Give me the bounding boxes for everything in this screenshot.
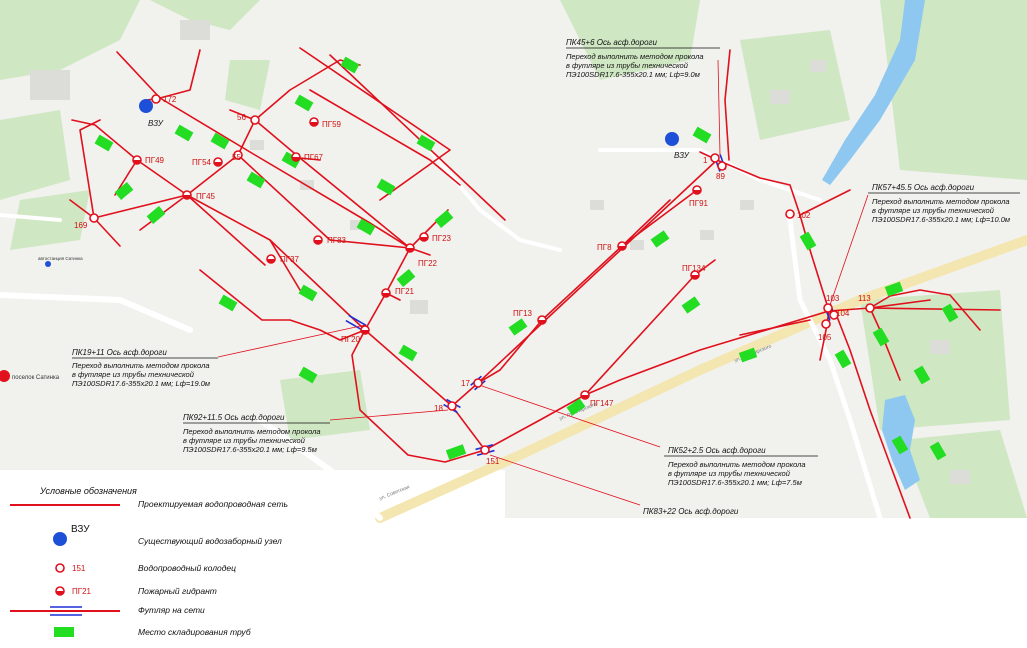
annotation-title: ПК83+22 Ось асф.дороги <box>643 507 739 516</box>
well-label: 89 <box>716 172 725 181</box>
annotation-line: в футляре из трубы технической <box>72 370 194 379</box>
annotation-title: ПК52+2.5 Ось асф.дороги <box>668 446 766 455</box>
well-label: 172 <box>163 95 177 104</box>
legend-hydrant-symbol-label: ПГ21 <box>72 587 91 596</box>
legend-item-well: Водопроводный колодец <box>138 563 237 573</box>
hydrant-icon <box>183 191 191 199</box>
well-label: 104 <box>836 309 850 318</box>
hydrant-icon <box>214 158 222 166</box>
hydrant-label: ПГ37 <box>280 255 299 264</box>
storage-icon <box>54 627 74 637</box>
annotation-line: Переход выполнить методом прокола <box>566 52 704 61</box>
well-icon <box>152 95 160 103</box>
annotation-title: ПК92+11.5 Ось асф.дороги <box>183 413 285 422</box>
well-label: 102 <box>797 211 811 220</box>
well-label: 169 <box>74 221 88 230</box>
hydrant-icon <box>361 326 369 334</box>
well-label: 151 <box>486 457 500 466</box>
annotation-line: ПЭ100SDR17.6-355х20.1 мм; Lф=9.0м <box>566 70 700 79</box>
hydrant-label: ПГ59 <box>322 120 341 129</box>
well-label: 103 <box>826 294 840 303</box>
town-label-bus-stop: автостанция Сатинка <box>38 256 83 261</box>
vzu-icon <box>53 532 67 546</box>
legend-well-symbol-label: 151 <box>72 564 86 573</box>
annotation-title: ПК57+45.5 Ось асф.дороги <box>872 183 975 192</box>
street-label: ул. Луначарского <box>733 343 773 364</box>
basemap-gap <box>505 518 945 548</box>
well-icon <box>822 320 830 328</box>
legend-item-vzu: Существующий водозаборный узел <box>138 536 282 546</box>
hydrant-label: ПГ45 <box>196 192 215 201</box>
legend-vzu-symbol-label: ВЗУ <box>71 524 90 535</box>
legend-item-network: Проектируемая водопроводная сеть <box>138 499 288 509</box>
well-icon <box>448 402 456 410</box>
annotation-line: ПЭ100SDR17.6-355х20.1 мм; Lф=7.5м <box>668 478 802 487</box>
bus-station-icon <box>45 261 51 267</box>
hydrant-icon <box>538 316 546 324</box>
hydrant-label: ПГ147 <box>590 399 614 408</box>
vzu-label: ВЗУ <box>148 119 163 128</box>
hydrant-label: ПГ49 <box>145 156 164 165</box>
well-icon <box>718 162 726 170</box>
well-label: 105 <box>818 333 832 342</box>
legend-item-casing: Футляр на сети <box>138 605 205 615</box>
annotation-line: Переход выполнить методом прокола <box>72 361 210 370</box>
hydrant-icon <box>314 236 322 244</box>
hydrant-icon <box>581 391 589 399</box>
hydrant-icon <box>420 233 428 241</box>
annotation-line: в футляре из трубы технической <box>668 469 790 478</box>
annotation-line: Переход выполнить методом прокола <box>872 197 1010 206</box>
well-icon <box>866 304 874 312</box>
annotation-line: ПЭ100SDR17.6-355х20.1 мм; Lф=10.0м <box>872 215 1011 224</box>
hydrant-icon <box>310 118 318 126</box>
well-label: 113 <box>858 294 871 303</box>
well-label: 55 <box>232 153 241 162</box>
annotation-line: ПЭ100SDR17.6-355х20.1 мм; Lф=9.5м <box>183 445 317 454</box>
hydrant-icon <box>406 244 414 252</box>
annotation-line: ПЭ100SDR17.6-355х20.1 мм; Lф=19.0м <box>72 379 211 388</box>
well-label: 56 <box>237 113 246 122</box>
hydrant-icon <box>693 186 701 194</box>
hydrant-label: ПГ83 <box>327 236 346 245</box>
annotation-title: ПК45+6 Ось асф.дороги <box>566 38 657 47</box>
hydrant-label: ПГ23 <box>432 234 451 243</box>
well-icon <box>481 446 489 454</box>
well-icon <box>824 304 832 312</box>
legend-title: Условные обозначения <box>40 486 137 496</box>
well-icon <box>711 154 719 162</box>
legend-item-storage: Место складирования труб <box>138 627 251 637</box>
hydrant-icon <box>292 153 300 161</box>
well-label: 1 <box>703 156 708 165</box>
hydrant-icon <box>382 289 390 297</box>
well-icon <box>786 210 794 218</box>
hydrant-label: ПГ54 <box>192 158 211 167</box>
well-label: 17 <box>461 379 470 388</box>
annotation-line: в футляре из трубы технической <box>566 61 688 70</box>
well-icon <box>90 214 98 222</box>
annotation-line: Переход выполнить методом прокола <box>183 427 321 436</box>
street-label: ул. Советская <box>378 484 411 502</box>
street-label: ул. Луначарского <box>558 401 598 422</box>
hydrant-icon <box>267 255 275 263</box>
hydrant-label: ПГ13 <box>513 309 532 318</box>
vzu-icon <box>139 99 153 113</box>
hydrant-label: ПГ8 <box>597 243 612 252</box>
annotation-pk83 <box>643 507 739 516</box>
vzu-icon <box>665 132 679 146</box>
hydrant-icon <box>618 242 626 250</box>
well-icon <box>474 379 482 387</box>
hydrant-label: ПГ20 <box>341 335 360 344</box>
hydrant-label: ПГ134 <box>682 264 706 273</box>
annotation-title: ПК19+11 Ось асф.дороги <box>72 348 167 357</box>
annotation-line: в футляре из трубы технической <box>183 436 305 445</box>
hydrant-label: ПГ91 <box>689 199 708 208</box>
well-label: 18 <box>434 404 443 413</box>
hydrant-icon <box>133 156 141 164</box>
legend-item-hydrant: Пожарный гидрант <box>138 586 217 596</box>
well-icon <box>56 564 64 572</box>
well-icon <box>251 116 259 124</box>
annotation-line: в футляре из трубы технической <box>872 206 994 215</box>
annotation-line: Переход выполнить методом прокола <box>668 460 806 469</box>
hydrant-label: ПГ22 <box>418 259 437 268</box>
hydrant-label: ПГ21 <box>395 287 414 296</box>
hydrant-icon <box>56 587 64 595</box>
hydrant-label: ПГ67 <box>304 153 323 162</box>
vzu-label: ВЗУ <box>674 151 689 160</box>
town-label-poselok: поселок Сатинка <box>12 375 60 381</box>
